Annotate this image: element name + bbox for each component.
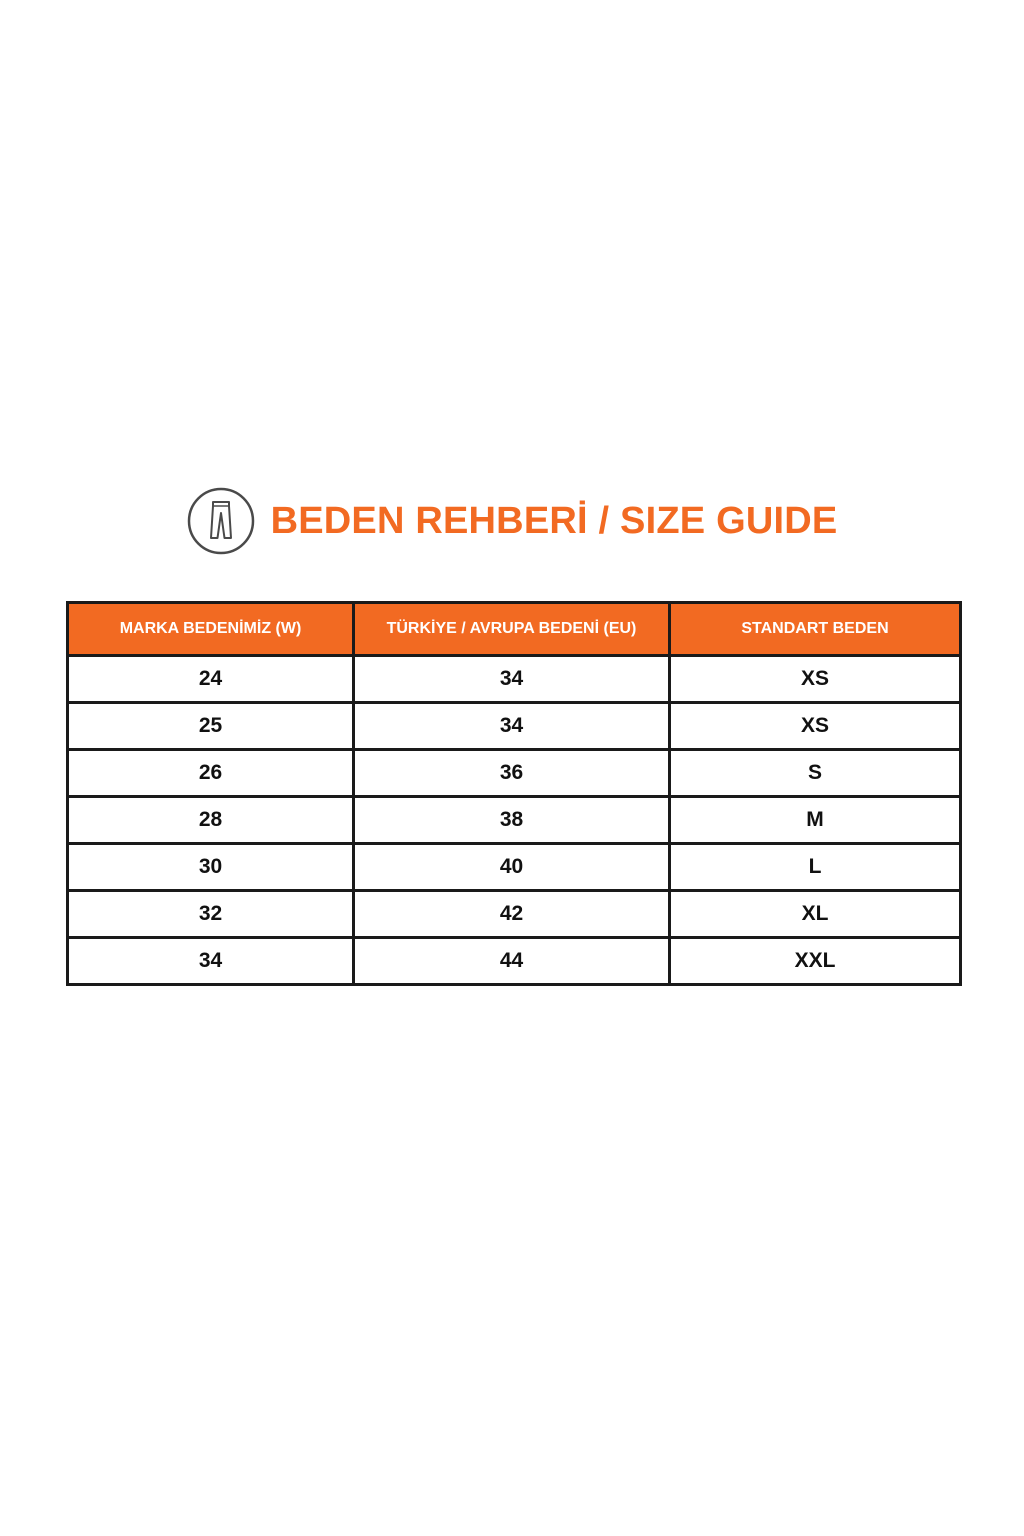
table-cell: 25: [68, 703, 354, 750]
table-row: [68, 938, 961, 985]
table-cell: M: [670, 797, 961, 844]
table-cell: 32: [68, 891, 354, 938]
table-cell: 40: [354, 844, 670, 891]
table-cell: XL: [670, 891, 961, 938]
table-cell: XS: [670, 656, 961, 703]
table-cell: S: [670, 750, 961, 797]
table-cell: 34: [354, 703, 670, 750]
page-title: BEDEN REHBERİ / SIZE GUIDE: [270, 499, 838, 542]
table-row: [68, 656, 961, 703]
table-cell: 34: [354, 656, 670, 703]
table-cell: 28: [68, 797, 354, 844]
table-header-row: [68, 603, 961, 656]
size-table: [66, 601, 962, 986]
table-cell: 44: [354, 938, 670, 985]
table-cell: 24: [68, 656, 354, 703]
table-row: [68, 891, 961, 938]
table-row: [68, 844, 961, 891]
table-row: [68, 703, 961, 750]
table-cell: XS: [670, 703, 961, 750]
column-header-eu-size: TÜRKİYE / AVRUPA BEDENİ (EU): [354, 603, 670, 656]
size-table-wrapper: [66, 601, 959, 986]
table-cell: 42: [354, 891, 670, 938]
table-cell: 30: [68, 844, 354, 891]
table-cell: 36: [354, 750, 670, 797]
trousers-icon: [187, 487, 255, 555]
table-cell: 34: [68, 938, 354, 985]
table-row: [68, 797, 961, 844]
table-cell: XXL: [670, 938, 961, 985]
size-guide-header: [0, 484, 1024, 558]
table-cell: L: [670, 844, 961, 891]
table-row: [68, 750, 961, 797]
column-header-brand-size: MARKA BEDENİMİZ (W): [68, 603, 354, 656]
column-header-standard-size: STANDART BEDEN: [670, 603, 961, 656]
table-cell: 38: [354, 797, 670, 844]
table-cell: 26: [68, 750, 354, 797]
